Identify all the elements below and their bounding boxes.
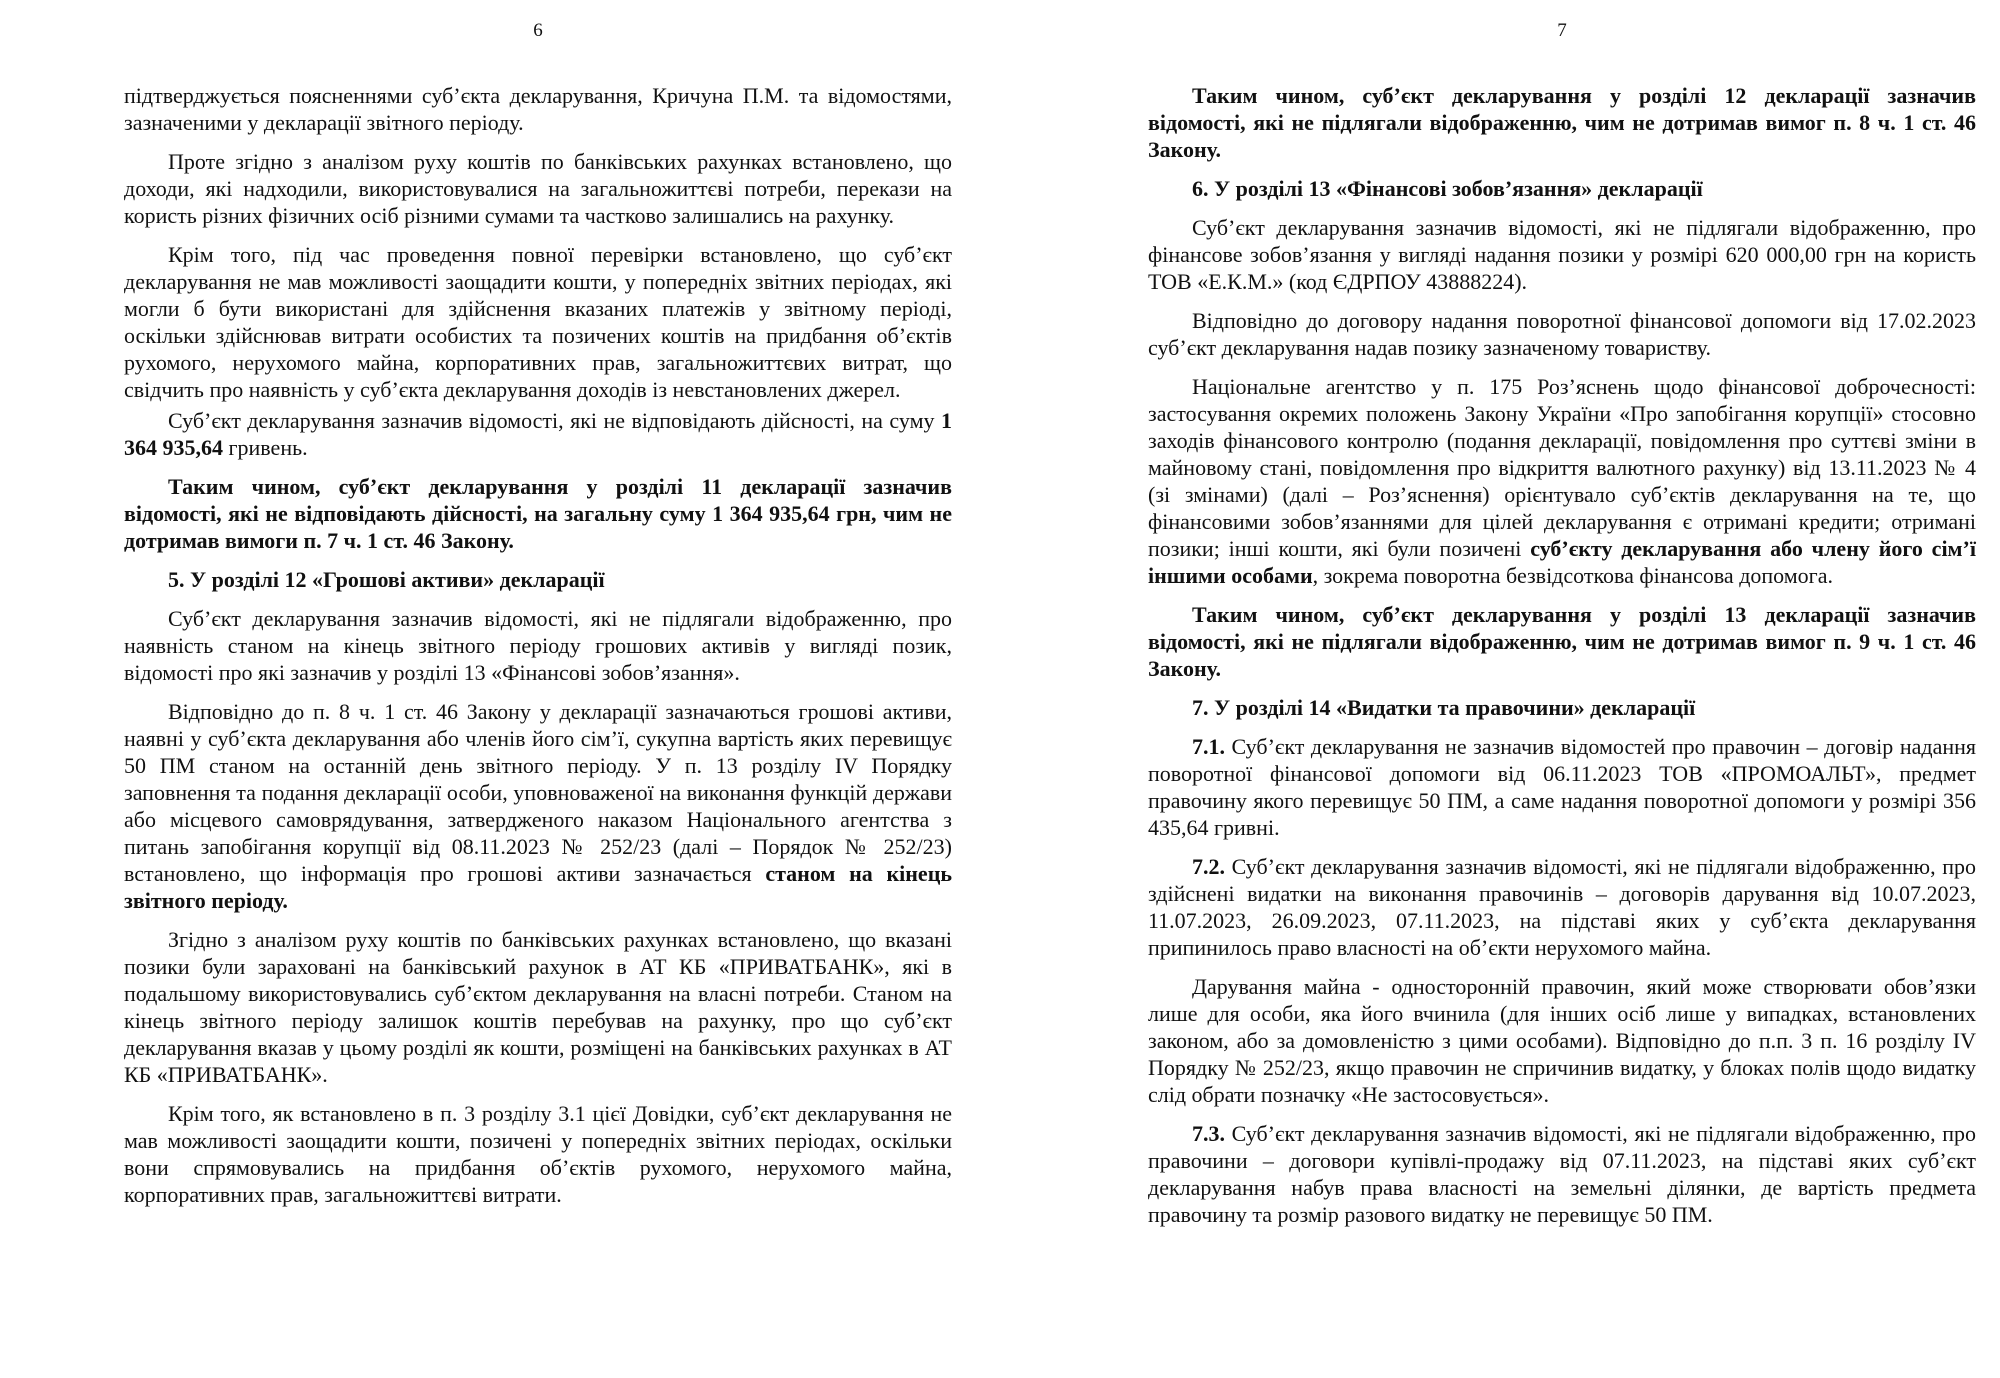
paragraph-text: Суб’єкт декларування зазначив відомості, які не підлягали відображенню, про правочини – договори купівлі-продажу від 07.11.2023, на підставі яких суб’єкт декларування набув права власності на земельні ділянки, де вартість предмета правочину та розмір разового видатку не перевищує 50 ПМ.: [1148, 1121, 1976, 1227]
paragraph: Крім того, як встановлено в п. 3 розділу 3.1 цієї Довідки, суб’єкт декларування не мав можливості заощадити кошти, позичені у попередніх звітних періодах, оскільки вони спрямовувались на придбання об’єктів рухомого, нерухомого майна, корпоративних прав, загальножиттєві витрати.: [124, 1101, 952, 1207]
paragraph: Проте згідно з аналізом руху коштів по банківських рахунках встановлено, що доходи, які надходили, використовувалися на загальножиттєві потреби, перекази на користь різних фізичних осіб різними сумами та частково залишались на рахунку.: [124, 149, 952, 228]
page-number: 6: [533, 20, 543, 41]
paragraph-text: Національне агентство у п. 175 Роз’яснень щодо фінансової доброчесності: застосування окремих положень Закону України «Про запобігання корупції» стосовно заходів фінансового контролю (подання декларації, повідомлення про суттєві зміни в майновому стані, повідомлення про відкриття валютного рахунку) від 13.11.2023 № 4 (зі змінами) (далі – Роз’яснення) орієнтувало суб’єктів декларування на те, що фінансовими зобов’язаннями для цілей декларування є отримані кредити; отримані позики; інші кошти, які були позичені: [1148, 374, 1976, 561]
paragraph-text: Суб’єкт декларування не зазначив відомостей про правочин – договір надання поворотної фінансової допомоги від 06.11.2023 ТОВ «ПРОМОАЛЬТ», предмет правочину якого перевищує 50 ПМ, а саме надання поворотної допомоги у розмірі 356 435,64 гривні.: [1148, 734, 1976, 840]
section-heading: 6. У розділі 13 «Фінансові зобов’язання» декларації: [1192, 176, 1703, 201]
item-number: 7.3.: [1192, 1121, 1225, 1146]
conclusion-paragraph: Таким чином, суб’єкт декларування у розділі 13 декларації зазначив відомості, які не підлягали відображенню, чим не дотримав вимог п. 9 ч. 1 ст. 46 Закону.: [1148, 602, 1976, 681]
page-number: 7: [1557, 20, 1567, 41]
amount: 1 364 935,64: [124, 408, 952, 460]
paragraph: Відповідно до договору надання поворотної фінансової допомоги від 17.02.2023 суб’єкт декларування надав позику зазначеному товариству.: [1148, 308, 1976, 360]
item-number: 7.1.: [1192, 734, 1225, 759]
paragraph: [124, 698, 952, 914]
paragraph: [1148, 373, 1976, 589]
emphasis-text: суб’єкту декларування або члену його сім’ї іншими особами: [1148, 536, 1976, 588]
paragraph: [124, 407, 952, 461]
paragraph: Крім того, під час проведення повної перевірки встановлено, що суб’єкт декларування не мав можливості заощадити кошти, у попередніх звітних періодах, які могли б бути використані для здійснення вказаних платежів у звітному періоді, оскільки здійснював витрати особистих та позичених коштів на придбання об’єктів рухомого, нерухомого майна, корпоративних прав, загальножиттєвих витрат, що свідчить про наявність у суб’єкта декларування доходів із невстановлених джерел.: [124, 242, 952, 402]
section-heading: 7. У розділі 14 «Видатки та правочини» декларації: [1192, 695, 1696, 720]
conclusion-paragraph: Таким чином, суб’єкт декларування у розділі 12 декларації зазначив відомості, які не підлягали відображенню, чим не дотримав вимог п. 8 ч. 1 ст. 46 Закону.: [1148, 83, 1976, 162]
paragraph-text: Суб’єкт декларування зазначив відомості, які не підлягали відображенню, про здійснені видатки на виконання правочинів – договорів дарування від 10.07.2023, 11.07.2023, 26.09.2023, 07.11.2023, на підставі яких у суб’єкта декларування припинилось право власності на об’єкти нерухомого майна.: [1148, 854, 1976, 960]
emphasis-text: станом на кінець звітного періоду.: [124, 861, 953, 913]
paragraph-text: Відповідно до п. 8 ч. 1 ст. 46 Закону у декларації зазначаються грошові активи, наявні у суб’єкта декларування або членів його сім’ї, сукупна вартість яких перевищує 50 ПМ станом на останній день звітного періоду. У п. 13 розділу IV Порядку заповнення та подання декларації особи, уповноваженої на виконання функцій держави або місцевого самоврядування, затвердженого наказом Національного агентства з питань запобігання корупції від 08.11.2023 № 252/23 (далі – Порядок № 252/23) встановлено, що інформація про грошові активи зазначається: [124, 699, 952, 886]
item-number: 7.2.: [1192, 854, 1225, 879]
paragraph: Згідно з аналізом руху коштів по банківських рахунках встановлено, що вказані позики були зараховані на банківський рахунок в АТ КБ «ПРИВАТБАНК», які в подальшому використовувались суб’єктом декларування на власні потреби. Станом на кінець звітного періоду залишок коштів перебував на рахунку, про що суб’єкт декларування вказав у цьому розділі як кошти, розміщені на банківських рахунках в АТ КБ «ПРИВАТБАНК».: [124, 927, 952, 1087]
paragraph: [1148, 1120, 1976, 1228]
paragraph-text: гривень.: [223, 435, 308, 460]
paragraph: Дарування майна - односторонній правочин, який може створювати обов’язки лише для особи, яка його вчинила (для інших осіб лише у випадках, встановлених законом, або за домовленістю з цими особами). Відповідно до п.п. 3 п. 16 розділу IV Порядку № 252/23, якщо правочин не спричинив видатку, у блоках полів щодо видатку слід обрати позначку «Не застосовується».: [1148, 974, 1976, 1107]
paragraph-text: , зокрема поворотна безвідсоткова фінансова допомога.: [1312, 563, 1833, 588]
right-page: [1148, 0, 1976, 1378]
paragraph: Суб’єкт декларування зазначив відомості, які не підлягали відображенню, про фінансове зобов’язання у вигляді надання позики у розмірі 620 000,00 грн на користь ТОВ «Е.К.М.» (код ЄДРПОУ 43888224).: [1148, 215, 1976, 294]
conclusion-paragraph: Таким чином, суб’єкт декларування у розділі 11 декларації зазначив відомості, які не відповідають дійсності, на загальну суму 1 364 935,64 грн, чим не дотримав вимоги п. 7 ч. 1 ст. 46 Закону.: [124, 474, 952, 553]
section-heading: 5. У розділі 12 «Грошові активи» декларації: [168, 567, 605, 592]
left-page: [124, 0, 952, 1378]
paragraph-text: Суб’єкт декларування зазначив відомості, які не відповідають дійсності, на суму: [168, 408, 941, 433]
paragraph: [1148, 853, 1976, 961]
paragraph: підтверджується поясненнями суб’єкта декларування, Кричуна П.М. та відомостями, зазначеними у декларації звітного періоду.: [124, 83, 952, 135]
paragraph: [1148, 733, 1976, 841]
paragraph: Суб’єкт декларування зазначив відомості, які не підлягали відображенню, про наявність станом на кінець звітного періоду грошових активів у вигляді позик, відомості про які зазначив у розділі 13 «Фінансові зобов’язання».: [124, 606, 952, 685]
